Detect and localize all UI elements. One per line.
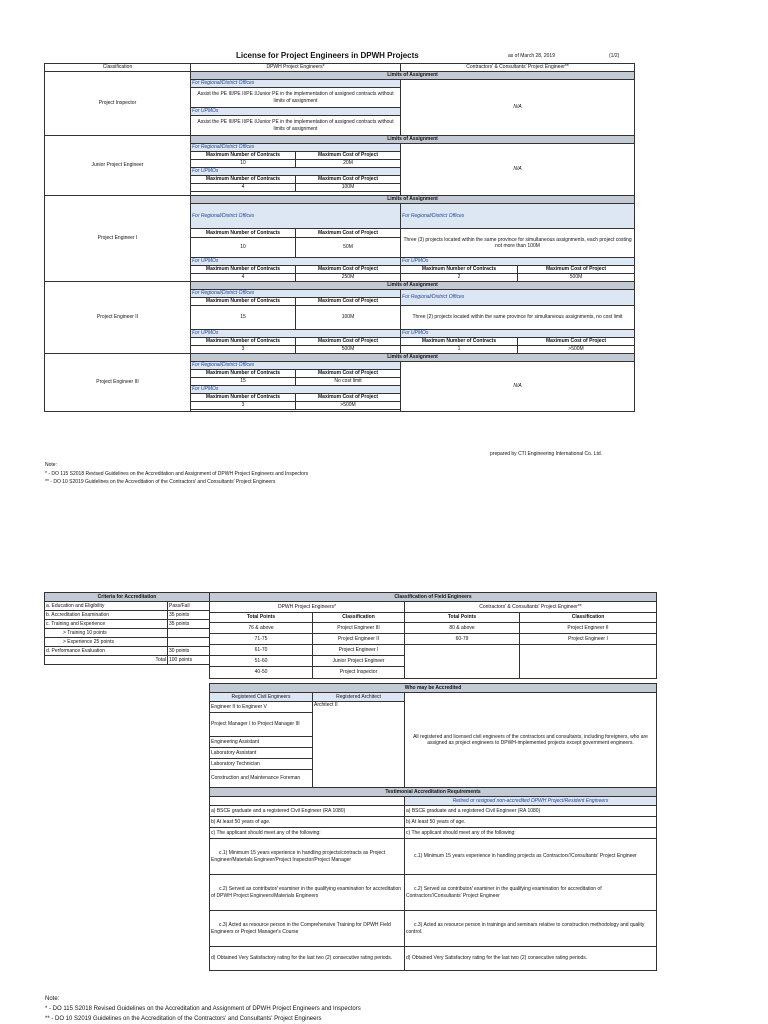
criteria-label: d. Performance Evaluation	[45, 647, 168, 656]
pe1-cc-upmo-contracts: 2	[401, 274, 518, 282]
classification-label: Classification	[313, 613, 405, 623]
criteria-header: Criteria for Accreditation	[45, 593, 210, 602]
criteria-value	[168, 638, 210, 647]
max-contracts-label: Maximum Number of Contracts	[191, 370, 296, 378]
dpwh-points: 76 & above	[210, 623, 313, 634]
accreditation-table	[209, 683, 657, 971]
max-cost-label: Maximum Cost of Project	[296, 176, 401, 184]
right-req: d) Obtained Very Satisfactory rating for the last two (2) consecutive rating periods.	[405, 947, 657, 971]
pe2-regional-contracts: 15	[191, 306, 296, 330]
junior-regional-cost: 20M	[296, 160, 401, 168]
max-cost-label: Maximum Cost of Project	[296, 370, 401, 378]
regional-label: For Regional/District Offices	[191, 204, 401, 229]
criteria-sub-label: > Experience 25 points	[45, 638, 168, 647]
limits-header: Limits of Assignment	[191, 136, 635, 144]
rce-item: Engineering Assistant	[210, 737, 313, 748]
max-contracts-label: Maximum Number of Contracts	[401, 266, 518, 274]
dpwh-points: 51-60	[210, 656, 313, 667]
class-project-inspector: Project Inspector	[45, 72, 191, 136]
note-line: ** - DO 10 S2019 Guidelines on the Accreditation of the Contractors' and Consultants' Project Engineers	[45, 1016, 322, 1022]
dpwh-header: DPWH Project Engineers*	[210, 602, 405, 613]
cc-regional-label: For Regional/District Offices	[401, 204, 635, 229]
classification-label: Classification	[520, 613, 657, 623]
dpwh-points: 61-70	[210, 645, 313, 656]
sheet1-notes	[45, 461, 308, 487]
max-cost-label: Maximum Cost of Project	[296, 266, 401, 274]
cc-regional-label: For Regional/District Offices	[401, 290, 635, 306]
right-req-sub: c.3) Acted as resource person in trainings and seminars relative to construction methodology and quality control.	[405, 911, 657, 947]
inspector-regional-text: Assist the PE III/PE II/PE I/Junior PE in the implementation of assigned contracts without limits of assignment	[191, 88, 401, 108]
rce-header: Registered Civil Engineers	[210, 693, 313, 702]
pe1-upmo-contracts: 4	[191, 274, 296, 282]
header-row	[45, 64, 635, 72]
rce-item: Laboratory Technician	[210, 759, 313, 770]
cc-upmo-label: For UPMOs	[401, 330, 635, 338]
na-cell: N/A	[401, 80, 635, 136]
upmo-label: For UPMOs	[191, 330, 401, 338]
pe3-upmo-contracts: 3	[191, 402, 296, 410]
criteria-label: c. Training and Experience	[45, 620, 168, 629]
left-req: a) BSCE graduate and a registered Civil Engineer (RA 1080)	[210, 806, 405, 817]
max-contracts-label: Maximum Number of Contracts	[191, 266, 296, 274]
right-req-sub: c.1) Minimum 15 years experience in handling projects as Contractors'/Consultants' Project Engineer	[405, 839, 657, 875]
cc-class: Project Engineer I	[520, 634, 657, 645]
left-req: b) At least 50 years of age.	[210, 817, 405, 828]
max-contracts-label: Maximum Number of Contracts	[191, 229, 296, 238]
criteria-value	[168, 629, 210, 638]
classification-header: Classification of Field Engineers	[210, 593, 657, 602]
limits-header: Limits of Assignment	[191, 196, 635, 204]
max-contracts-label: Maximum Number of Contracts	[191, 176, 296, 184]
right-req-sub: c.2) Served as contributor/ examiner in the qualifying examination for accreditation of Contractors'/Consultants' Project Engineer	[405, 875, 657, 911]
right-req: b) At least 50 years of age.	[405, 817, 657, 828]
right-req: c) The applicant should meet any of the following:	[405, 828, 657, 839]
criteria-label: a. Education and Eligibility	[45, 602, 168, 611]
class-pe2: Project Engineer II	[45, 282, 191, 354]
regional-label: For Regional/District Offices	[191, 80, 401, 88]
pe2-regional-cost: 100M	[296, 306, 401, 330]
regional-label: For Regional/District Offices	[191, 144, 401, 152]
junior-regional-contracts: 10	[191, 160, 296, 168]
rce-item: Construction and Maintenance Foreman	[210, 770, 313, 788]
testimonial-header: Testimonial Accreditation Requirements	[210, 788, 657, 797]
rce-item: Laboratory Assistant	[210, 748, 313, 759]
classification-table	[209, 592, 657, 679]
dpwh-points: 40-50	[210, 667, 313, 679]
cc-class: Project Engineer II	[520, 623, 657, 634]
dpwh-class: Project Inspector	[313, 667, 405, 679]
page-number: (1/2)	[609, 53, 620, 59]
upmo-label: For UPMOs	[191, 386, 401, 394]
max-contracts-label: Maximum Number of Contracts	[191, 298, 296, 306]
max-cost-label: Maximum Cost of Project	[296, 338, 401, 346]
dpwh-class: Project Engineer II	[313, 634, 405, 645]
license-table	[44, 63, 635, 412]
header-dpwh: DPWH Project Engineers*	[191, 64, 401, 72]
cc-who-text: All registered and licensed civil engineers of the contractors and consultants, including foreigners, who are assigned as project engineers to DPWH-implemented projects except government engineers.	[405, 693, 657, 788]
inspector-upmo-text: Assist the PE III/PE II/PE I/Junior PE in the implementation of assigned contracts without limits of assignment	[191, 116, 401, 136]
pe2-cc-upmo-cost: >500M	[518, 346, 635, 354]
criteria-total-value: 100 points	[168, 656, 210, 665]
cc-upmo-label: For UPMOs	[401, 258, 635, 266]
who-header: Who may be Accredited	[210, 684, 657, 693]
pe3-regional-cost: No cost limit	[296, 378, 401, 386]
note-heading: Note:	[45, 996, 60, 1002]
max-cost-label: Maximum Cost of Project	[296, 152, 401, 160]
pe2-cc-upmo-contracts: 1	[401, 346, 518, 354]
pe1-upmo-cost: 250M	[296, 274, 401, 282]
pe2-upmo-contracts: 3	[191, 346, 296, 354]
criteria-sub-label: > Training 10 points	[45, 629, 168, 638]
limits-header: Limits of Assignment	[191, 354, 635, 362]
max-cost-label: Maximum Cost of Project	[296, 394, 401, 402]
max-cost-label: Maximum Cost of Project	[296, 298, 401, 306]
header-contractors: Contractors' & Consultants' Project Engineer**	[401, 64, 635, 72]
ra-item: Architect II	[313, 702, 405, 788]
pe3-regional-contracts: 15	[191, 378, 296, 386]
max-contracts-label: Maximum Number of Contracts	[401, 338, 518, 346]
dpwh-class: Junior Project Engineer	[313, 656, 405, 667]
class-pe1: Project Engineer I	[45, 196, 191, 282]
as-of-date: as of March 28, 2019	[508, 53, 555, 59]
regional-label: For Regional/District Offices	[191, 362, 401, 370]
cc-header: Contractors' & Consultants' Project Engineer**	[405, 602, 657, 613]
max-cost-label: Maximum Cost of Project	[518, 266, 635, 274]
pe1-cc-regional-text: Three (3) projects located within the same province for simultaneous assignments, each project costing not more than 100M	[401, 229, 635, 258]
limits-header: Limits of Assignment	[191, 282, 635, 290]
pe3-upmo-cost: >500M	[296, 402, 401, 410]
upmo-label: For UPMOs	[191, 258, 401, 266]
dpwh-class: Project Engineer I	[313, 645, 405, 656]
rce-item: Project Manager I to Project Manager III	[210, 713, 313, 737]
max-cost-label: Maximum Cost of Project	[296, 229, 401, 238]
total-points-label: Total Points	[405, 613, 520, 623]
max-cost-label: Maximum Cost of Project	[518, 338, 635, 346]
pe1-cc-upmo-cost: 500M	[518, 274, 635, 282]
class-junior-pe: Junior Project Engineer	[45, 136, 191, 196]
note-line: * - DO 115 S2018 Revised Guidelines on the Accreditation and Assignment of DPWH Project Engineers and Inspectors	[45, 470, 309, 477]
dpwh-class: Project Engineer III	[313, 623, 405, 634]
left-req-sub: c.1) Minimum 15 years experience in handling projects/contracts as Project Engineer/Materials Engineer/Project Inspector/Project Manager	[210, 839, 405, 875]
max-contracts-label: Maximum Number of Contracts	[191, 394, 296, 402]
pe2-cc-regional-text: Three (2) projects located within the same province for simultaneous assignments, no cost limit	[401, 306, 635, 330]
ra-header: Registered Architect	[313, 693, 405, 702]
note-line: ** - DO 10 S2019 Guidelines on the Accreditation of the Contractors' and Consultants' Project Engineers	[45, 479, 276, 486]
note-heading: Note:	[45, 462, 57, 468]
cc-points: 80 & above	[405, 623, 520, 634]
criteria-value: 30 points	[168, 647, 210, 656]
sheet2-notes	[45, 994, 361, 1024]
criteria-total-label: Total	[45, 656, 168, 665]
na-cell: N/A	[401, 362, 635, 412]
right-req: a) BSCE graduate and a registered Civil Engineer (RA 1080)	[405, 806, 657, 817]
junior-upmo-cost: 100M	[296, 184, 401, 192]
limits-header: Limits of Assignment	[191, 72, 635, 80]
header-classification: Classification	[45, 64, 191, 72]
pe1-regional-cost: 50M	[296, 238, 401, 258]
regional-label: For Regional/District Offices	[191, 290, 401, 298]
pe2-upmo-cost: 500M	[296, 346, 401, 354]
na-cell: N/A	[401, 144, 635, 196]
max-contracts-label: Maximum Number of Contracts	[191, 338, 296, 346]
left-req: c) The applicant should meet any of the following:	[210, 828, 405, 839]
criteria-value: 35 points	[168, 620, 210, 629]
criteria-table	[44, 592, 210, 665]
note-line: * - DO 115 S2018 Revised Guidelines on the Accreditation and Assignment of DPWH Project Engineers and Inspectors	[45, 1006, 361, 1012]
left-req: d) Obtained Very Satisfactory rating for the last two (2) consecutive rating periods.	[210, 947, 405, 971]
cc-points: 60-79	[405, 634, 520, 645]
limits-row	[45, 72, 635, 80]
left-req-sub: c.3) Acted as resource person in the Comprehensive Training for DPWH Field Engineers or Project Manager's Course	[210, 911, 405, 947]
upmo-label: For UPMOs	[191, 108, 401, 116]
upmo-label: For UPMOs	[191, 168, 401, 176]
retired-label: Retired or resigned non-accredited DPWH Project/Resident Engineers	[405, 797, 657, 806]
sheet1-title: License for Project Engineers in DPWH Projects	[236, 51, 419, 60]
max-contracts-label: Maximum Number of Contracts	[191, 152, 296, 160]
total-points-label: Total Points	[210, 613, 313, 623]
pe1-regional-contracts: 10	[191, 238, 296, 258]
prepared-by: prepared by CTI Engineering International Co. Ltd.	[490, 451, 603, 457]
dpwh-points: 71-75	[210, 634, 313, 645]
class-pe3: Project Engineer III	[45, 354, 191, 412]
criteria-label: b. Accreditation Examination	[45, 611, 168, 620]
left-req-sub: c.2) Served as contributor/ examiner in the qualifying examination for accreditation of DPWH Project Engineers/Materials Engineers	[210, 875, 405, 911]
junior-upmo-contracts: 4	[191, 184, 296, 192]
criteria-value: Pass/Fail	[168, 602, 210, 611]
criteria-value: 35 points	[168, 611, 210, 620]
rce-item: Engineer II to Engineer V	[210, 702, 313, 713]
